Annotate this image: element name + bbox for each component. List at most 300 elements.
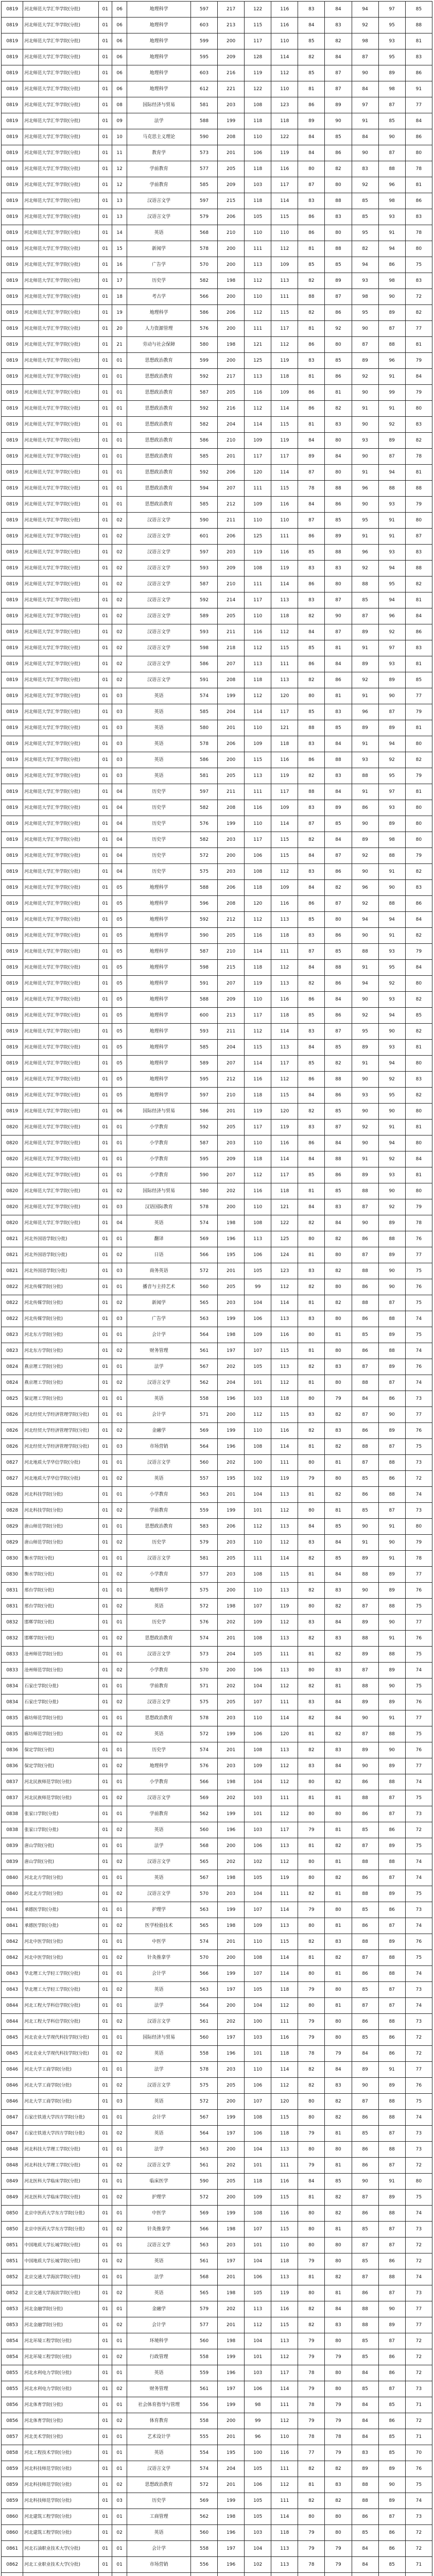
major-code-cell: 16 xyxy=(112,257,127,273)
comprehensive-score-cell: 77 xyxy=(298,2445,325,2461)
subject2-score-cell: 87 xyxy=(352,1998,378,2014)
school-code-cell: 0829 xyxy=(2,1519,23,1535)
major-code-cell: 02 xyxy=(112,1758,127,1774)
school-code-cell: 0824 xyxy=(2,1375,23,1391)
table-row xyxy=(2,81,432,97)
batch-code-cell: 01 xyxy=(98,129,112,145)
batch-code-cell: 01 xyxy=(98,385,112,401)
table-row xyxy=(2,2126,432,2142)
school-name-cell: 邢台学院(分批) xyxy=(23,1583,99,1599)
subject1-score-cell: 79 xyxy=(325,2349,352,2365)
math-score-cell: 108 xyxy=(245,1950,271,1966)
major-code-cell: 05 xyxy=(112,1008,127,1024)
batch-code-cell: 01 xyxy=(98,1455,112,1471)
school-code-cell: 0857 xyxy=(2,2429,23,2445)
table-row xyxy=(2,209,432,225)
batch-code-cell: 01 xyxy=(98,2557,112,2573)
major-code-cell: 01 xyxy=(112,1966,127,1982)
total-score-cell: 593 xyxy=(190,1024,217,1040)
math-score-cell: 102 xyxy=(245,1471,271,1487)
subject1-score-cell: 87 xyxy=(325,848,352,864)
math-score-cell: 101 xyxy=(245,1503,271,1519)
chinese-score-cell: 212 xyxy=(218,1072,245,1088)
subject2-score-cell: 87 xyxy=(352,2094,378,2110)
subject4-score-cell: 73 xyxy=(405,2509,432,2525)
math-score-cell: 110 xyxy=(245,1934,271,1950)
math-score-cell: 118 xyxy=(245,880,271,896)
total-score-cell: 563 xyxy=(190,2238,217,2253)
school-code-cell: 0819 xyxy=(2,1088,23,1104)
subject3-score-cell: 89 xyxy=(378,720,405,736)
subject2-score-cell: 85 xyxy=(352,2349,378,2365)
chinese-score-cell: 202 xyxy=(218,1790,245,1806)
batch-code-cell: 01 xyxy=(98,2317,112,2333)
subject1-score-cell: 81 xyxy=(325,385,352,401)
school-name-cell: 河北经贸大学经济管理学院(分批) xyxy=(23,1439,99,1455)
table-row xyxy=(2,113,432,129)
math-score-cell: 111 xyxy=(245,1551,271,1567)
major-name-cell: 地理科学 xyxy=(127,1056,191,1072)
subject2-score-cell: 85 xyxy=(352,2525,378,2541)
major-name-cell: 英语 xyxy=(127,1471,191,1487)
total-score-cell: 572 xyxy=(190,2190,217,2206)
subject2-score-cell: 88 xyxy=(352,1439,378,1455)
chinese-score-cell: 203 xyxy=(218,97,245,113)
chinese-score-cell: 197 xyxy=(218,2541,245,2557)
subject3-score-cell: 90 xyxy=(378,1615,405,1631)
subject3-score-cell: 93 xyxy=(378,800,405,816)
math-score-cell: 99 xyxy=(245,1279,271,1295)
major-code-cell: 01 xyxy=(112,2365,127,2381)
batch-code-cell: 01 xyxy=(98,1503,112,1519)
subject1-score-cell: 82 xyxy=(325,1726,352,1742)
subject3-score-cell: 91 xyxy=(378,401,405,417)
school-name-cell: 河北师范大学汇华学院(分批) xyxy=(23,577,99,592)
batch-code-cell: 01 xyxy=(98,2110,112,2126)
major-code-cell: 04 xyxy=(112,784,127,800)
foreign-language-score-cell: 118 xyxy=(271,2253,298,2269)
foreign-language-score-cell: 109 xyxy=(271,257,298,273)
batch-code-cell: 01 xyxy=(98,1583,112,1599)
table-row xyxy=(2,18,432,33)
comprehensive-score-cell: 85 xyxy=(298,912,325,928)
batch-code-cell: 01 xyxy=(98,513,112,529)
comprehensive-score-cell: 80 xyxy=(298,1231,325,1247)
comprehensive-score-cell: 84 xyxy=(298,1519,325,1535)
batch-code-cell: 01 xyxy=(98,1183,112,1199)
total-score-cell: 571 xyxy=(190,1679,217,1694)
subject3-score-cell: 90 xyxy=(378,1183,405,1199)
subject2-score-cell: 85 xyxy=(352,209,378,225)
chinese-score-cell: 200 xyxy=(218,1838,245,1854)
math-score-cell: 103 xyxy=(245,1790,271,1806)
subject2-score-cell: 86 xyxy=(352,2158,378,2174)
total-score-cell: 561 xyxy=(190,2381,217,2397)
subject3-score-cell: 88 xyxy=(378,1774,405,1790)
foreign-language-score-cell: 117 xyxy=(271,1167,298,1183)
total-score-cell: 599 xyxy=(190,33,217,49)
comprehensive-score-cell: 83 xyxy=(298,1694,325,1710)
major-name-cell: 地理科学 xyxy=(127,1088,191,1104)
subject4-score-cell: 71 xyxy=(405,2429,432,2445)
subject1-score-cell: 82 xyxy=(325,1263,352,1279)
subject3-score-cell: 90 xyxy=(378,688,405,704)
foreign-language-score-cell: 112 xyxy=(271,1774,298,1790)
school-code-cell: 0859 xyxy=(2,2477,23,2493)
subject2-score-cell: 88 xyxy=(352,1183,378,1199)
comprehensive-score-cell: 86 xyxy=(298,992,325,1008)
subject4-score-cell: 75 xyxy=(405,1439,432,1455)
batch-code-cell: 01 xyxy=(98,1998,112,2014)
chinese-score-cell: 203 xyxy=(218,1136,245,1151)
subject4-score-cell: 72 xyxy=(405,2349,432,2365)
foreign-language-score-cell: 114 xyxy=(271,401,298,417)
comprehensive-score-cell: 82 xyxy=(298,305,325,321)
table-row xyxy=(2,960,432,976)
math-score-cell: 119 xyxy=(245,976,271,992)
total-score-cell: 599 xyxy=(190,353,217,369)
batch-code-cell: 01 xyxy=(98,1806,112,1822)
school-code-cell: 0851 xyxy=(2,2238,23,2253)
comprehensive-score-cell: 86 xyxy=(298,97,325,113)
foreign-language-score-cell: 112 xyxy=(271,2349,298,2365)
subject1-score-cell: 86 xyxy=(325,976,352,992)
chinese-score-cell: 215 xyxy=(218,960,245,976)
chinese-score-cell: 199 xyxy=(218,1726,245,1742)
major-name-cell: 历史学 xyxy=(127,1742,191,1758)
comprehensive-score-cell: 85 xyxy=(298,1167,325,1183)
subject2-score-cell: 85 xyxy=(352,1902,378,1918)
subject1-score-cell: 85 xyxy=(325,2174,352,2190)
major-name-cell: 思想政治教育 xyxy=(127,385,191,401)
total-score-cell: 587 xyxy=(190,1136,217,1151)
subject2-score-cell: 89 xyxy=(352,1167,378,1183)
comprehensive-score-cell: 81 xyxy=(298,1439,325,1455)
chinese-score-cell: 199 xyxy=(218,2493,245,2509)
table-row xyxy=(2,1934,432,1950)
subject2-score-cell: 90 xyxy=(352,1710,378,1726)
batch-code-cell: 01 xyxy=(98,1663,112,1679)
math-score-cell: 117 xyxy=(245,1008,271,1024)
school-code-cell: 0856 xyxy=(2,2397,23,2413)
foreign-language-score-cell: 116 xyxy=(271,161,298,177)
comprehensive-score-cell: 86 xyxy=(298,1136,325,1151)
table-row xyxy=(2,1295,432,1311)
school-name-cell: 河北师范大学汇华学院(分批) xyxy=(23,1136,99,1151)
major-name-cell: 财务管理 xyxy=(127,1343,191,1359)
school-name-cell: 华北理工大学轻工学院(分批) xyxy=(23,1982,99,1998)
chinese-score-cell: 197 xyxy=(218,2030,245,2046)
subject3-score-cell: 89 xyxy=(378,2190,405,2206)
batch-code-cell: 01 xyxy=(98,2349,112,2365)
major-code-cell: 02 xyxy=(112,1790,127,1806)
foreign-language-score-cell: 116 xyxy=(271,497,298,513)
school-name-cell: 河北师范大学汇华学院(分批) xyxy=(23,65,99,81)
total-score-cell: 567 xyxy=(190,1359,217,1375)
major-name-cell: 汉语言文学 xyxy=(127,193,191,209)
math-score-cell: 112 xyxy=(245,1024,271,1040)
school-name-cell: 河北师范大学汇华学院(分批) xyxy=(23,177,99,193)
chinese-score-cell: 196 xyxy=(218,1439,245,1455)
subject4-score-cell: 75 xyxy=(405,1647,432,1663)
total-score-cell: 563 xyxy=(190,2142,217,2158)
math-score-cell: 110 xyxy=(245,608,271,624)
table-row xyxy=(2,305,432,321)
total-score-cell: 564 xyxy=(190,2126,217,2142)
subject4-score-cell: 77 xyxy=(405,2301,432,2317)
subject2-score-cell: 94 xyxy=(352,2,378,18)
comprehensive-score-cell: 81 xyxy=(298,241,325,257)
batch-code-cell: 01 xyxy=(98,1088,112,1104)
major-name-cell: 汉语言文学 xyxy=(127,2078,191,2094)
major-code-cell: 02 xyxy=(112,2014,127,2030)
batch-code-cell: 01 xyxy=(98,1679,112,1694)
subject3-score-cell: 88 xyxy=(378,2269,405,2285)
subject2-score-cell: 85 xyxy=(352,2222,378,2238)
major-name-cell: 工商管理 xyxy=(127,2509,191,2525)
school-name-cell: 河北师范大学汇华学院(分批) xyxy=(23,608,99,624)
major-name-cell: 广告学 xyxy=(127,257,191,273)
total-score-cell: 587 xyxy=(190,385,217,401)
subject3-score-cell: 89 xyxy=(378,2078,405,2094)
table-row xyxy=(2,2317,432,2333)
table-row xyxy=(2,672,432,688)
table-row xyxy=(2,337,432,353)
school-code-cell: 0832 xyxy=(2,1615,23,1631)
subject2-score-cell: 86 xyxy=(352,1966,378,1982)
batch-code-cell xyxy=(98,2573,112,2576)
major-name-cell: 汉语言文学 xyxy=(127,577,191,592)
total-score-cell: 590 xyxy=(190,928,217,944)
school-code-cell: 0860 xyxy=(2,2509,23,2525)
school-name-cell: 河北中医学院(分批) xyxy=(23,1934,99,1950)
major-code-cell: 01 xyxy=(112,401,127,417)
subject3-score-cell: 85 xyxy=(378,2557,405,2573)
major-code-cell: 03 xyxy=(112,736,127,752)
subject4-score-cell: 75 xyxy=(405,1679,432,1694)
batch-code-cell: 01 xyxy=(98,2525,112,2541)
table-row xyxy=(2,321,432,337)
total-score-cell: 566 xyxy=(190,1966,217,1982)
school-code-cell: 0844 xyxy=(2,1998,23,2014)
foreign-language-score-cell: 112 xyxy=(271,1503,298,1519)
subject2-score-cell: 84 xyxy=(352,81,378,97)
subject2-score-cell: 91 xyxy=(352,1056,378,1072)
subject3-score-cell: 95 xyxy=(378,768,405,784)
subject3-score-cell: 97 xyxy=(378,2,405,18)
math-score-cell: 107 xyxy=(245,1694,271,1710)
subject1-score-cell: 87 xyxy=(325,289,352,305)
table-row xyxy=(2,2094,432,2110)
subject3-score-cell: 87 xyxy=(378,704,405,720)
subject2-score-cell: 87 xyxy=(352,2190,378,2206)
chinese-score-cell: 206 xyxy=(218,1519,245,1535)
school-code-cell: 0840 xyxy=(2,1886,23,1902)
comprehensive-score-cell: 79 xyxy=(298,2541,325,2557)
school-code-cell: 0819 xyxy=(2,912,23,928)
chinese-score-cell: 212 xyxy=(218,497,245,513)
subject3-score-cell: 87 xyxy=(378,2126,405,2142)
major-code-cell: 04 xyxy=(112,832,127,848)
subject4-score-cell: 78 xyxy=(405,1551,432,1567)
major-code-cell: 02 xyxy=(112,1247,127,1263)
school-code-cell: 0820 xyxy=(2,1199,23,1215)
foreign-language-score-cell: 118 xyxy=(271,2046,298,2062)
school-code-cell: 0819 xyxy=(2,529,23,545)
school-code-cell: 0819 xyxy=(2,688,23,704)
major-name-cell: 汉语言文学 xyxy=(127,1854,191,1870)
school-code-cell: 0836 xyxy=(2,1758,23,1774)
subject2-score-cell: 87 xyxy=(352,1359,378,1375)
subject2-score-cell: 86 xyxy=(352,1343,378,1359)
subject3-score-cell: 88 xyxy=(378,2206,405,2222)
table-row xyxy=(2,145,432,161)
school-code-cell: 0819 xyxy=(2,864,23,880)
subject2-score-cell: 84 xyxy=(352,2429,378,2445)
subject4-score-cell: 75 xyxy=(405,1599,432,1615)
table-row xyxy=(2,1726,432,1742)
math-score-cell: 114 xyxy=(245,704,271,720)
subject3-score-cell: 93 xyxy=(378,944,405,960)
major-code-cell: 20 xyxy=(112,321,127,337)
total-score-cell: 597 xyxy=(190,545,217,561)
table-row xyxy=(2,1487,432,1503)
major-name-cell: 英语 xyxy=(127,1870,191,1886)
subject4-score-cell: 82 xyxy=(405,864,432,880)
major-name-cell: 环境科学 xyxy=(127,2333,191,2349)
subject2-score-cell: 92 xyxy=(352,369,378,385)
subject1-score-cell: 85 xyxy=(325,944,352,960)
subject4-score-cell: 84 xyxy=(405,912,432,928)
subject3-score-cell: 89 xyxy=(378,816,405,832)
total-score-cell: 585 xyxy=(190,1040,217,1056)
major-name-cell: 英语 xyxy=(127,225,191,241)
subject4-score-cell: 80 xyxy=(405,1183,432,1199)
subject1-score-cell: 80 xyxy=(325,912,352,928)
foreign-language-score-cell: 111 xyxy=(271,1886,298,1902)
math-score-cell: 96 xyxy=(245,2429,271,2445)
chinese-score-cell: 207 xyxy=(218,976,245,992)
subject1-score-cell: 80 xyxy=(325,1982,352,1998)
subject4-score-cell: 72 xyxy=(405,2238,432,2253)
major-name-cell: 历史学 xyxy=(127,2493,191,2509)
math-score-cell: 117 xyxy=(245,449,271,465)
school-code-cell: 0822 xyxy=(2,1311,23,1327)
major-name-cell: 历史学 xyxy=(127,800,191,816)
subject2-score-cell: 90 xyxy=(352,417,378,433)
subject1-score-cell: 80 xyxy=(325,465,352,481)
chinese-score-cell: 200 xyxy=(218,1950,245,1966)
total-score-cell: 564 xyxy=(190,1439,217,1455)
total-score-cell: 567 xyxy=(190,2110,217,2126)
comprehensive-score-cell: 80 xyxy=(298,1599,325,1615)
school-name-cell: 石家庄学院(分批) xyxy=(23,1679,99,1694)
foreign-language-score-cell: 113 xyxy=(271,1918,298,1934)
subject3-score-cell: 86 xyxy=(378,257,405,273)
chinese-score-cell: 206 xyxy=(218,736,245,752)
subject4-score-cell: 82 xyxy=(405,752,432,768)
chinese-score-cell: 204 xyxy=(218,2461,245,2477)
subject4-score-cell: 73 xyxy=(405,2381,432,2397)
major-name-cell: 学前教育 xyxy=(127,1806,191,1822)
major-name-cell: 学前教育 xyxy=(127,161,191,177)
major-code-cell: 03 xyxy=(112,752,127,768)
subject4-score-cell: 77 xyxy=(405,2317,432,2333)
school-name-cell: 张家口学院(分批) xyxy=(23,1806,99,1822)
chinese-score-cell: 205 xyxy=(218,608,245,624)
foreign-language-score-cell: 117 xyxy=(271,177,298,193)
subject2-score-cell: 96 xyxy=(352,481,378,497)
chinese-score-cell: 196 xyxy=(218,1822,245,1838)
school-name-cell: 河北大学工商学院(分批) xyxy=(23,2062,99,2078)
batch-code-cell: 01 xyxy=(98,1950,112,1966)
subject1-score-cell: 82 xyxy=(325,1407,352,1423)
subject4-score-cell: 88 xyxy=(405,561,432,577)
comprehensive-score-cell: 81 xyxy=(298,1726,325,1742)
major-code-cell: 02 xyxy=(112,1343,127,1359)
major-code-cell: 01 xyxy=(112,1551,127,1567)
subject4-score-cell: 80 xyxy=(405,1519,432,1535)
admission-score-table xyxy=(1,1,432,2576)
chinese-score-cell: 201 xyxy=(218,1104,245,1120)
chinese-score-cell: 221 xyxy=(218,81,245,97)
total-score-cell: 569 xyxy=(190,1790,217,1806)
comprehensive-score-cell: 81 xyxy=(298,2190,325,2206)
subject2-score-cell: 88 xyxy=(352,1886,378,1902)
major-code-cell: 01 xyxy=(112,1407,127,1423)
total-score-cell: 573 xyxy=(190,145,217,161)
subject2-score-cell: 94 xyxy=(352,976,378,992)
batch-code-cell: 01 xyxy=(98,1822,112,1838)
table-row xyxy=(2,257,432,273)
foreign-language-score-cell: 114 xyxy=(271,465,298,481)
subject4-score-cell: 74 xyxy=(405,2269,432,2285)
chinese-score-cell: 203 xyxy=(218,1295,245,1311)
school-name-cell xyxy=(23,2573,99,2576)
foreign-language-score-cell: 114 xyxy=(271,1295,298,1311)
foreign-language-score-cell: 114 xyxy=(271,577,298,592)
table-row xyxy=(2,800,432,816)
subject2-score-cell: 91 xyxy=(352,688,378,704)
major-code-cell: 02 xyxy=(112,2413,127,2429)
subject2-score-cell: 86 xyxy=(352,2206,378,2222)
school-code-cell: 0858 xyxy=(2,2445,23,2461)
subject1-score-cell: 81 xyxy=(325,688,352,704)
chinese-score-cell: 205 xyxy=(218,385,245,401)
score-sheet xyxy=(0,1,434,2576)
subject3-score-cell: 87 xyxy=(378,1790,405,1806)
subject4-score-cell: 74 xyxy=(405,1487,432,1503)
comprehensive-score-cell: 82 xyxy=(298,273,325,289)
subject1-score-cell: 84 xyxy=(325,1567,352,1583)
major-code-cell: 05 xyxy=(112,992,127,1008)
foreign-language-score-cell: 111 xyxy=(271,1647,298,1663)
foreign-language-score-cell: 112 xyxy=(271,1279,298,1295)
total-score-cell: 577 xyxy=(190,161,217,177)
math-score-cell: 115 xyxy=(245,1040,271,1056)
subject1-score-cell: 90 xyxy=(325,608,352,624)
chinese-score-cell: 197 xyxy=(218,2126,245,2142)
total-score-cell: 579 xyxy=(190,1535,217,1551)
subject2-score-cell: 90 xyxy=(352,449,378,465)
table-row xyxy=(2,2557,432,2573)
major-name-cell: 法学 xyxy=(127,1838,191,1854)
subject4-score-cell: 77 xyxy=(405,321,432,337)
school-code-cell: 0819 xyxy=(2,273,23,289)
subject2-score-cell: 90 xyxy=(352,2174,378,2190)
chinese-score-cell: 205 xyxy=(218,1279,245,1295)
subject2-score-cell: 89 xyxy=(352,832,378,848)
